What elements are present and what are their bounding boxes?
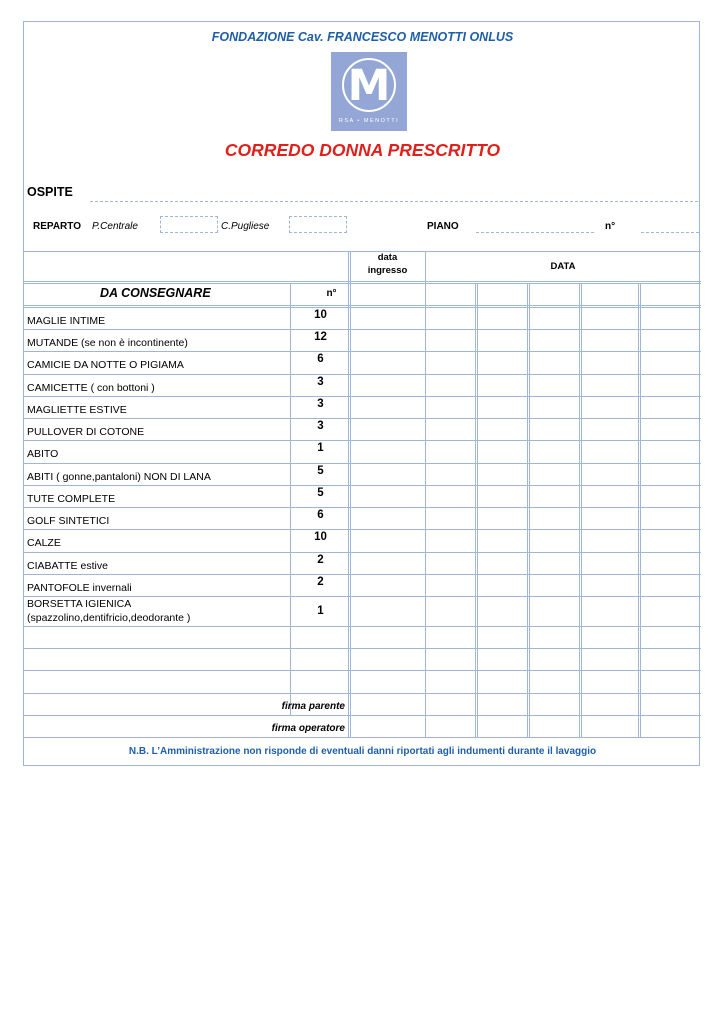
item-quantity: 10: [314, 531, 327, 543]
table-row-divider: [24, 552, 701, 553]
item-quantity: 5: [317, 487, 324, 499]
ospite-label: OSPITE: [27, 185, 73, 199]
item-quantity: 3: [317, 376, 324, 388]
footer-note: N.B. L’Amministrazione non risponde di eventuali danni riportati agli indumenti durante il lavaggio: [128, 746, 597, 757]
item-quantity: 3: [317, 398, 324, 410]
table-column-divider: [477, 283, 478, 737]
item-quantity: 12: [314, 331, 327, 343]
item-name: PANTOFOLE invernali: [27, 582, 132, 594]
table-row-divider: [24, 737, 701, 738]
table-row-divider: [24, 307, 701, 308]
table-column-divider: [579, 283, 580, 737]
table-column-divider: [638, 283, 639, 737]
item-name: CALZE: [27, 537, 61, 549]
table-row-divider: [24, 329, 701, 330]
menotti-logo: [331, 52, 407, 131]
table-row-divider: [24, 574, 701, 575]
logo-subtext: RSA • MENOTTI: [338, 118, 400, 124]
item-name: MUTANDE (se non è incontinente): [27, 337, 188, 349]
table-column-divider: [581, 283, 582, 737]
item-quantity: 6: [317, 509, 324, 521]
table-column-divider: [640, 283, 641, 737]
reparto-checkbox-centrale[interactable]: [160, 216, 218, 233]
item-name: PULLOVER DI COTONE: [27, 426, 145, 438]
item-quantity: 1: [317, 442, 324, 454]
table-row-divider: [24, 626, 701, 627]
item-quantity: 2: [317, 576, 324, 588]
room-number-label: n°: [605, 221, 616, 232]
reparto-option-pugliese: C.Pugliese: [221, 221, 270, 232]
table-row-divider: [24, 529, 701, 530]
da-consegnare-header: DA CONSEGNARE: [100, 286, 211, 300]
item-name: MAGLIETTE ESTIVE: [27, 404, 127, 416]
table-column-divider: [350, 251, 351, 737]
ospite-field[interactable]: [90, 201, 698, 202]
item-name: ABITI ( gonne,pantaloni) NON DI LANA: [27, 471, 211, 483]
table-row-divider: [24, 485, 701, 486]
item-quantity: 2: [317, 554, 324, 566]
logo-letter: M: [347, 61, 391, 111]
table-column-divider: [475, 283, 476, 737]
item-name: GOLF SINTETICI: [27, 515, 110, 527]
table-row-divider: [24, 648, 701, 649]
piano-field[interactable]: [476, 232, 594, 233]
reparto-label: REPARTO: [33, 221, 81, 232]
firma-parente-label: firma parente: [281, 701, 345, 712]
table-row-divider: [24, 396, 701, 397]
table-row-divider: [24, 374, 701, 375]
table-column-divider: [425, 251, 426, 737]
item-quantity: 10: [314, 309, 327, 321]
reparto-option-centrale: P.Centrale: [92, 221, 138, 232]
quantity-header: n°: [326, 288, 337, 299]
data-header: DATA: [550, 261, 576, 272]
foundation-name: FONDAZIONE Cav. FRANCESCO MENOTTI ONLUS: [211, 30, 514, 44]
table-column-divider: [529, 283, 530, 737]
table-row-divider: [24, 463, 701, 464]
form-frame: [23, 21, 700, 766]
item-name: CAMICIE DA NOTTE O PIGIAMA: [27, 359, 184, 371]
table-row-divider: [24, 351, 701, 352]
item-quantity: 6: [317, 353, 324, 365]
item-name: [27, 597, 190, 625]
item-quantity: 5: [317, 465, 324, 477]
item-quantity: 1: [317, 605, 324, 617]
table-column-divider: [290, 283, 291, 715]
firma-operatore-label: firma operatore: [271, 723, 345, 734]
table-row-divider: [24, 507, 701, 508]
reparto-checkbox-pugliese[interactable]: [289, 216, 347, 233]
item-name: CAMICETTE ( con bottoni ): [27, 382, 155, 394]
table-row-divider: [24, 440, 701, 441]
item-name-line2: (spazzolino,dentifricio,deodorante ): [27, 612, 191, 624]
item-name: TUTE COMPLETE: [27, 493, 116, 505]
room-number-field[interactable]: [641, 232, 699, 233]
item-name: MAGLIE INTIME: [27, 315, 106, 327]
table-row-divider: [24, 283, 701, 284]
table-row-divider: [24, 305, 701, 306]
piano-label: PIANO: [427, 221, 459, 232]
item-name-line1: BORSETTA IGIENICA: [27, 598, 132, 610]
table-row-divider: [24, 281, 701, 282]
item-name: CIABATTE estive: [27, 560, 108, 572]
item-name: ABITO: [27, 448, 59, 460]
table-column-divider: [527, 283, 528, 737]
item-quantity: 3: [317, 420, 324, 432]
table-row-divider: [24, 693, 701, 694]
table-row-divider: [24, 670, 701, 671]
data-ingresso-header: data ingresso: [367, 252, 408, 276]
table-row-divider: [24, 418, 701, 419]
table-row-divider: [24, 715, 701, 716]
page-title: CORREDO DONNA PRESCRITTO: [224, 140, 501, 160]
